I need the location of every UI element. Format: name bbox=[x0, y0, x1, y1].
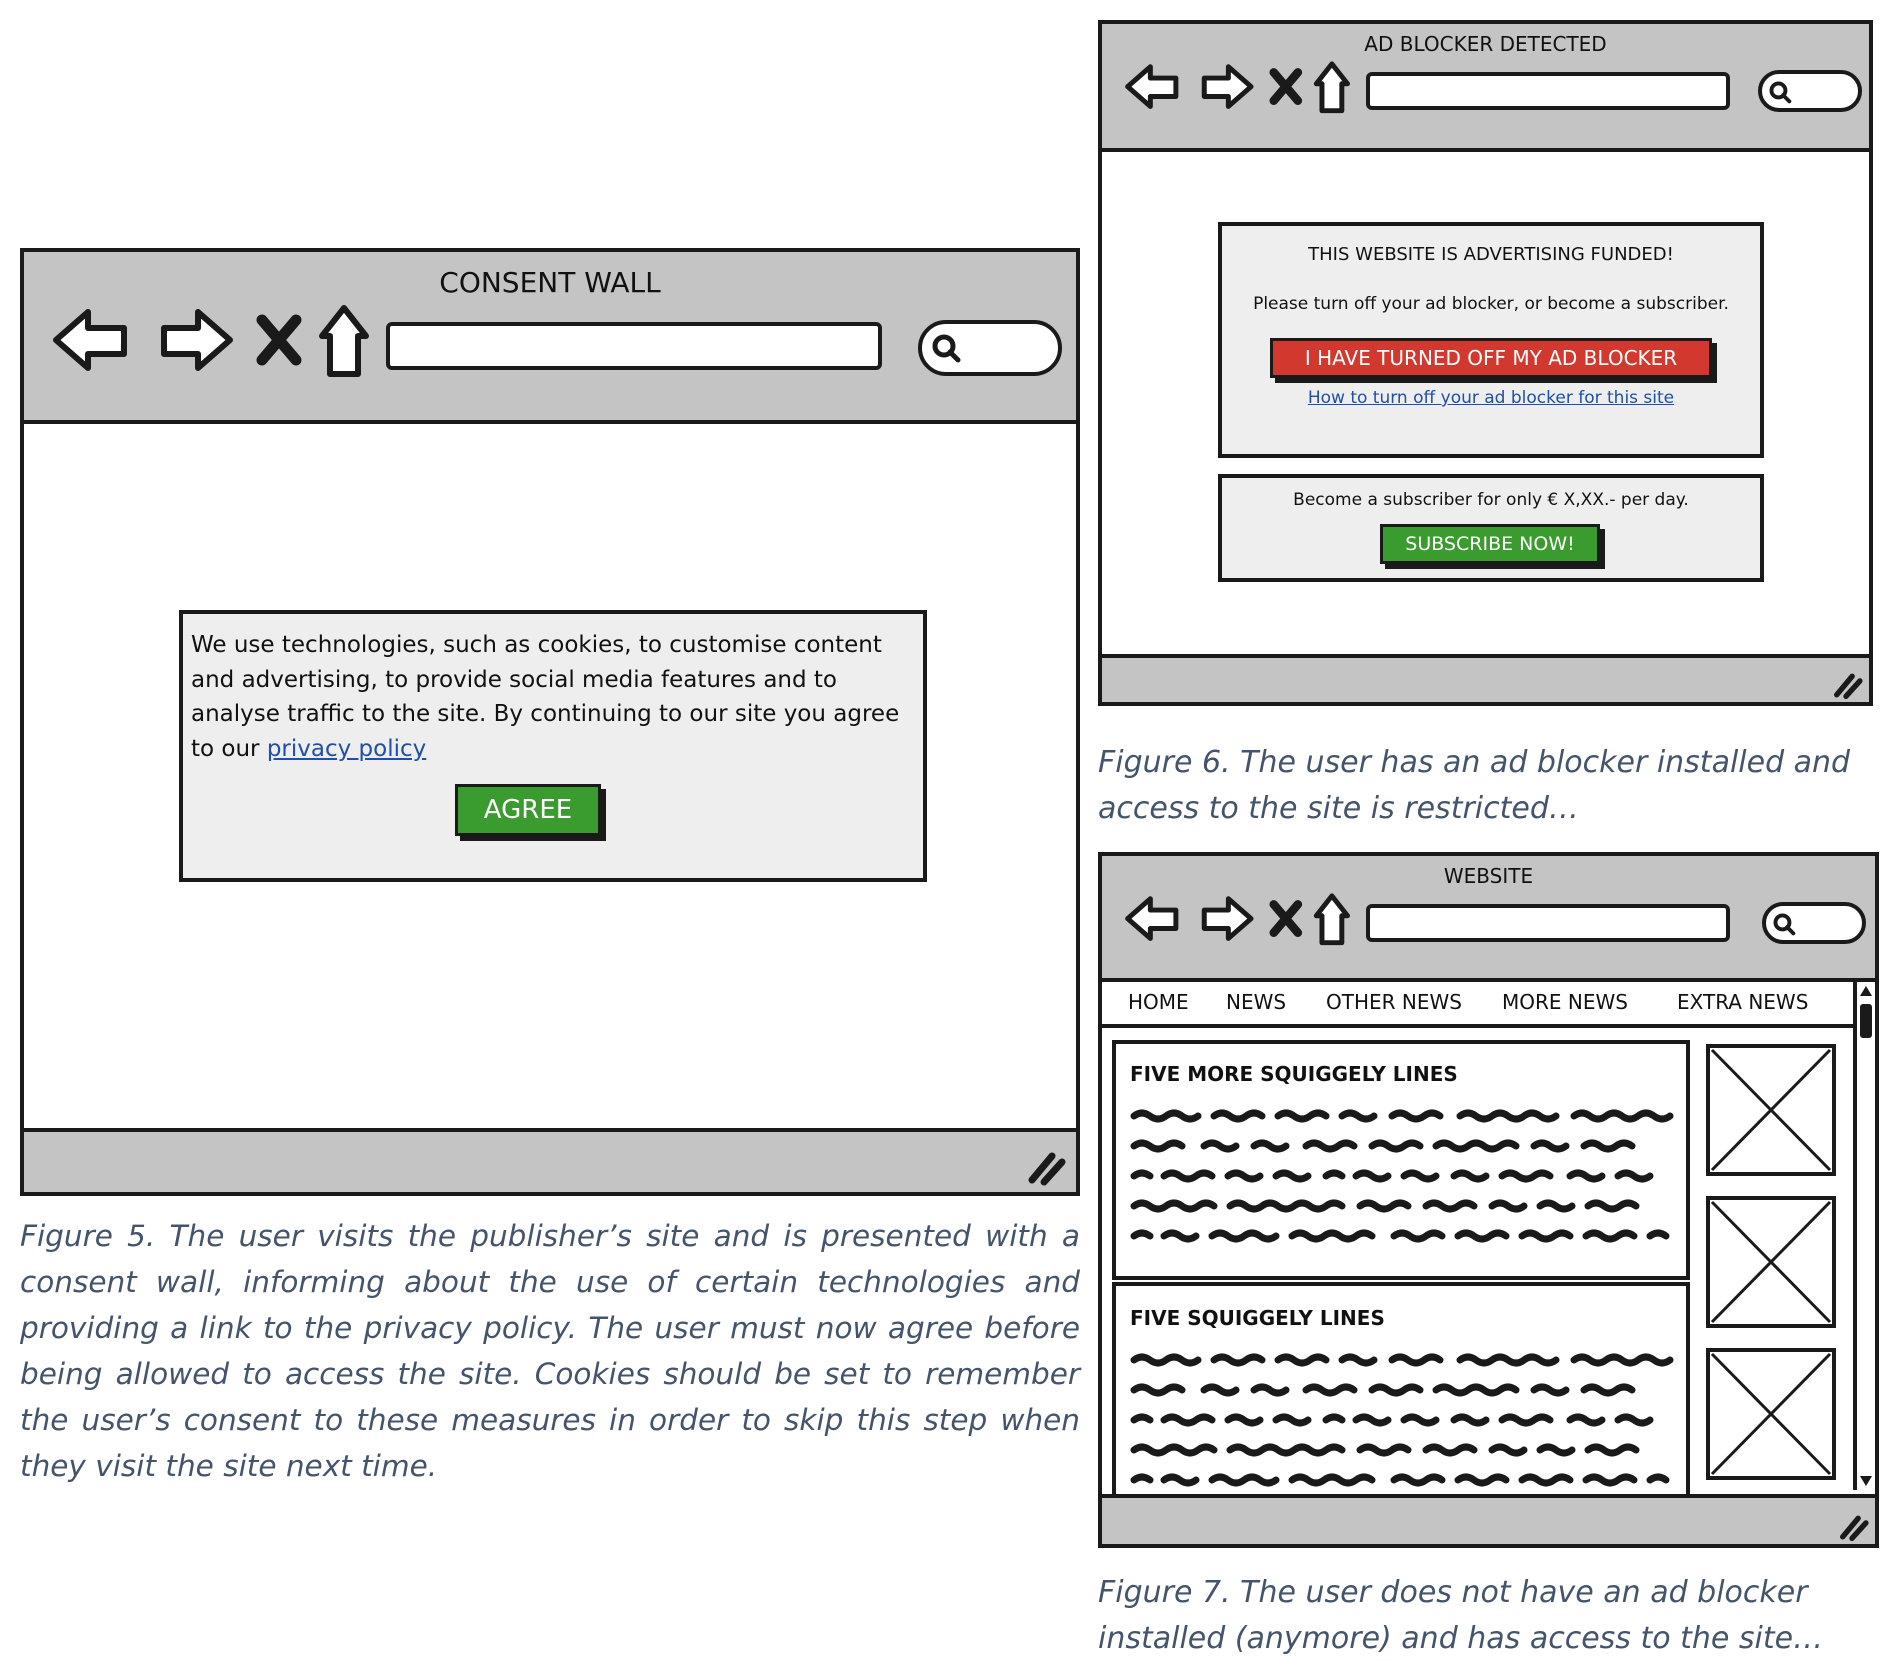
address-bar[interactable] bbox=[1366, 72, 1730, 110]
resize-grip-icon[interactable] bbox=[1022, 1146, 1066, 1186]
menu-item-news[interactable]: NEWS bbox=[1226, 990, 1287, 1014]
image-placeholder-icon bbox=[1710, 1352, 1832, 1476]
notice-heading: THIS WEBSITE IS ADVERTISING FUNDED! bbox=[1308, 244, 1674, 265]
squiggly-text-lines bbox=[1130, 1108, 1678, 1258]
consent-text: We use technologies, such as cookies, to customise content and advertising, to provide social media features and to analyse traffic to the site. By continuing to our site you agree to our bbox=[191, 632, 900, 762]
forward-arrow-icon[interactable] bbox=[1204, 67, 1251, 107]
scrollbar[interactable] bbox=[1853, 982, 1875, 1490]
search-field[interactable] bbox=[1758, 70, 1862, 112]
privacy-policy-link[interactable]: privacy policy bbox=[266, 735, 427, 762]
browser-toolbar bbox=[1102, 24, 1869, 152]
image-placeholder bbox=[1706, 1044, 1836, 1176]
back-arrow-icon[interactable] bbox=[56, 312, 124, 368]
window-title: CONSENT WALL bbox=[439, 266, 661, 299]
home-icon[interactable] bbox=[1316, 896, 1347, 943]
forward-arrow-icon[interactable] bbox=[164, 312, 230, 368]
search-field[interactable] bbox=[918, 320, 1062, 376]
home-icon[interactable] bbox=[1316, 64, 1347, 111]
menu-item-other-news[interactable]: OTHER NEWS bbox=[1326, 990, 1462, 1014]
notice-text: Please turn off your ad blocker, or become a subscriber. bbox=[1253, 294, 1729, 314]
address-bar[interactable] bbox=[1366, 904, 1730, 942]
back-arrow-icon[interactable] bbox=[1128, 899, 1176, 939]
window-title: AD BLOCKER DETECTED bbox=[1364, 32, 1607, 56]
image-placeholder-icon bbox=[1710, 1048, 1832, 1172]
image-placeholder-icon bbox=[1710, 1200, 1832, 1324]
article-title: FIVE MORE SQUIGGELY LINES bbox=[1130, 1062, 1458, 1086]
site-menu-bar bbox=[1102, 982, 1853, 1028]
search-icon bbox=[1766, 78, 1794, 106]
subscribe-text: Become a subscriber for only € X,XX.- per day. bbox=[1293, 490, 1689, 510]
image-placeholder bbox=[1706, 1348, 1836, 1480]
resize-grip-icon[interactable] bbox=[1829, 668, 1863, 700]
browser-toolbar bbox=[1102, 856, 1875, 982]
article-card[interactable] bbox=[1112, 1282, 1690, 1494]
agree-button[interactable]: AGREE bbox=[455, 784, 601, 836]
status-bar bbox=[1102, 654, 1869, 702]
consent-dialog bbox=[179, 610, 927, 882]
back-arrow-icon[interactable] bbox=[1128, 67, 1176, 107]
ad-blocker-window bbox=[1098, 20, 1873, 706]
search-field[interactable] bbox=[1762, 902, 1866, 944]
image-placeholder bbox=[1706, 1196, 1836, 1328]
window-title: WEBSITE bbox=[1443, 864, 1534, 888]
search-icon bbox=[1770, 910, 1798, 938]
scroll-up-icon[interactable] bbox=[1858, 984, 1874, 998]
article-title: FIVE SQUIGGELY LINES bbox=[1130, 1306, 1385, 1330]
forward-arrow-icon[interactable] bbox=[1204, 899, 1251, 939]
scroll-thumb[interactable] bbox=[1860, 1004, 1872, 1038]
browser-toolbar bbox=[24, 252, 1076, 424]
menu-item-more-news[interactable]: MORE NEWS bbox=[1502, 990, 1628, 1014]
figure6-caption: Figure 6. The user has an ad blocker installed and access to the site is restricted… bbox=[1098, 745, 1851, 826]
scroll-down-icon[interactable] bbox=[1858, 1474, 1874, 1488]
figure7-caption: Figure 7. The user does not have an ad blocker installed (anymore) and has access to the site… bbox=[1098, 1575, 1824, 1656]
stop-x-icon[interactable] bbox=[1274, 72, 1298, 100]
website-window bbox=[1098, 852, 1879, 1548]
subscribe-now-button[interactable]: SUBSCRIBE NOW! bbox=[1380, 524, 1600, 564]
nav-buttons bbox=[1122, 58, 1356, 118]
menu-item-home[interactable]: HOME bbox=[1128, 990, 1189, 1014]
nav-buttons bbox=[48, 302, 378, 382]
how-to-turn-off-link[interactable]: How to turn off your ad blocker for this site bbox=[1307, 388, 1675, 408]
home-icon[interactable] bbox=[322, 308, 366, 374]
turned-off-ad-blocker-button[interactable]: I HAVE TURNED OFF MY AD BLOCKER bbox=[1270, 338, 1712, 378]
stop-x-icon[interactable] bbox=[1274, 904, 1298, 932]
status-bar bbox=[24, 1128, 1076, 1192]
nav-buttons bbox=[1122, 890, 1356, 950]
status-bar bbox=[1102, 1494, 1875, 1544]
figure5-caption: Figure 5. The user visits the publisher’s site and is presented with a consent wall, informing about the use of certain technologies and providing a link to the privacy policy. The user must now agree before being allowed to access the site. Cookies should be set to remember the user’s consent to these measures in order to skip this step when they visit the site next time. bbox=[20, 1219, 1080, 1483]
menu-item-extra-news[interactable]: EXTRA NEWS bbox=[1677, 990, 1809, 1014]
consent-wall-window bbox=[20, 248, 1080, 1196]
ad-blocker-notice bbox=[1218, 222, 1764, 458]
subscribe-box bbox=[1218, 474, 1764, 582]
search-icon bbox=[928, 330, 964, 366]
address-bar[interactable] bbox=[386, 322, 882, 370]
squiggly-text-lines bbox=[1130, 1352, 1678, 1492]
stop-x-icon[interactable] bbox=[262, 320, 296, 360]
consent-text-block bbox=[191, 628, 917, 766]
resize-grip-icon[interactable] bbox=[1835, 1510, 1869, 1542]
article-card[interactable] bbox=[1112, 1040, 1690, 1280]
